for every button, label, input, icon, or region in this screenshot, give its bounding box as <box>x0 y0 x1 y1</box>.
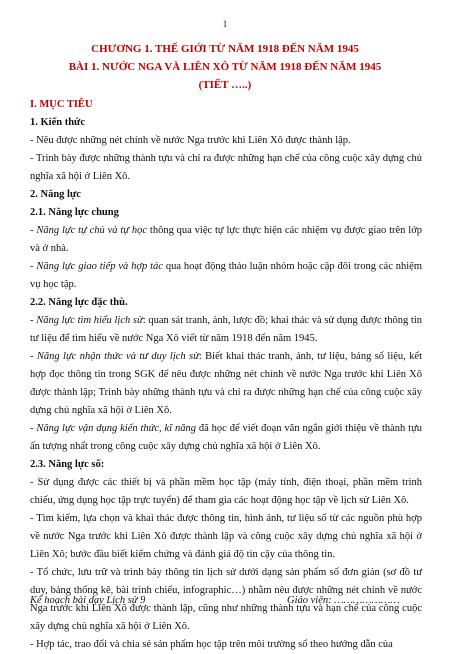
period-label: (TIẾT …..) <box>198 79 252 91</box>
knowledge-item: - Trình bày được những thành tựu và chỉ ra được những hạn chế của công cuộc xây dựng chủ nghĩa xã hội ở Liên Xô. <box>30 153 422 182</box>
digital-competency-item: - Tìm kiếm, lựa chọn và khai thác được thông tin, hình ảnh, tư liệu số từ các nguồn phù hợp về nước Nga trước khi Liên Xô được thành lập và công cuộc xây dựng chủ nghĩa xã hội ở Liên Xô; bước đầu biết kiểm chứng và đánh giá độ tin cậy của thông tin. <box>30 513 422 560</box>
specific-competency-heading: 2.2. Năng lực đặc thù. <box>30 297 128 308</box>
section-objectives-heading: I. MỤC TIÊU <box>30 99 93 110</box>
specific-competency-item: - Năng lực nhận thức và tư duy lịch sử: Biết khai thác tranh, ảnh, tư liệu, bảng số liệu, kết hợp đọc thông tin trong SGK để nêu được những nét chính về nước Nga trước khi Liên Xô được thành lập; Trình bày những thành tựu và chỉ ra được những hạn chế của công cuộc xây dựng chủ nghĩa xã hội ở Liên Xô. <box>30 351 423 416</box>
general-competency-item: - Năng lực giao tiếp và hợp tác qua hoạt động thảo luận nhóm hoặc cặp đôi trong các nhiệm vụ học tập. <box>30 261 422 290</box>
digital-competency-item: - Hợp tác, trao đổi và chia sẻ sản phẩm học tập trên môi trường số theo hướng dẫn của <box>30 639 393 650</box>
chapter-title: CHƯƠNG 1. THẾ GIỚI TỪ NĂM 1918 ĐẾN NĂM 1945 <box>91 43 359 55</box>
footer-teacher-label: Giáo viên: ………………… <box>287 595 400 606</box>
chapter-heading <box>30 40 420 94</box>
footer-plan-label: Kế hoạch bài dạy Lịch sử 9 <box>30 595 146 606</box>
general-competency-item: - Năng lực tự chủ và tự học thông qua việc tự lực thực hiện các nhiệm vụ được giao trên lớp và ở nhà. <box>30 225 423 254</box>
specific-competency-item: - Năng lực vận dụng kiến thức, kĩ năng đã học để viết đoạn văn ngắn giới thiệu về thành tựu ấn tượng nhất trong công cuộc xây dựng chủ nghĩa xã hội ở Liên Xô. <box>30 423 423 452</box>
lesson-title: BÀI 1. NƯỚC NGA VÀ LIÊN XÔ TỪ NĂM 1918 ĐẾN NĂM 1945 <box>68 61 382 73</box>
general-competency-heading: 2.1. Năng lực chung <box>30 207 119 218</box>
digital-competency-item: - Sử dụng được các thiết bị và phần mềm học tập (máy tính, điện thoại, phần mềm trình chiếu, ứng dụng học tập trực tuyến) để tham gia các hoạt động học tập về lịch sử Liên Xô. <box>30 477 422 506</box>
page-number: 1 <box>222 19 228 29</box>
knowledge-item: - Nêu được những nét chính về nước Nga trước khi Liên Xô được thành lập. <box>30 135 351 146</box>
knowledge-heading: 1. Kiến thức <box>30 117 86 128</box>
digital-competency-item: - Tổ chức, lưu trữ và trình bày thông tin lịch sử dưới dạng sản phẩm số đơn giản (sơ đồ tư duy, bảng thống kê, bài trình chiếu, infographic…) nhằm nêu được những nét chính về nước Nga trước khi Liên Xô được thành lập, cũng như những thành tựu và hạn chế của công cuộc xây dựng chủ nghĩa xã hội ở Liên Xô. <box>30 567 422 632</box>
specific-competency-item: - Năng lực tìm hiểu lịch sử: quan sát tranh, ảnh, lược đồ; khai thác và sử dụng được thông tin tư liệu để tìm hiểu về nước Nga Xô viết từ năm 1918 đến năm 1945. <box>30 315 422 344</box>
competency-heading: 2. Năng lực <box>30 189 81 200</box>
digital-competency-heading: 2.3. Năng lực số: <box>30 459 105 470</box>
document-body <box>30 96 422 654</box>
